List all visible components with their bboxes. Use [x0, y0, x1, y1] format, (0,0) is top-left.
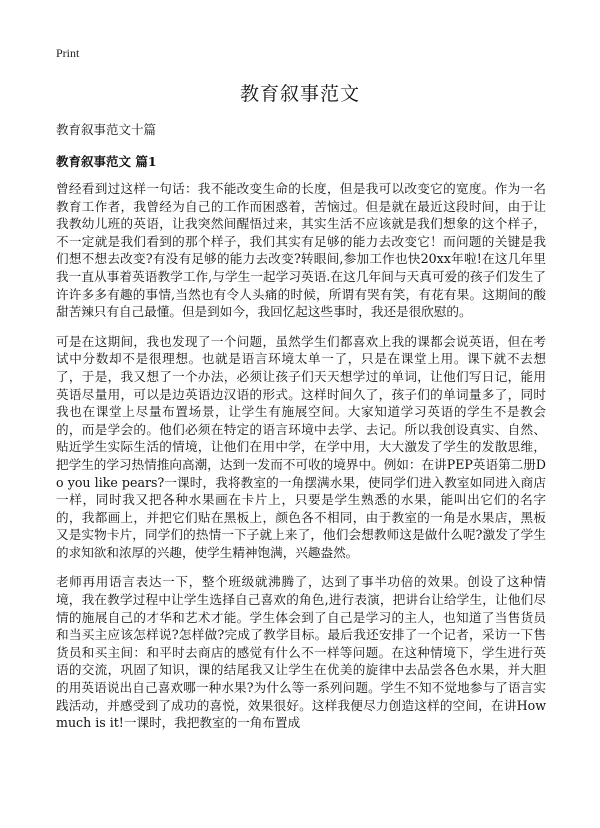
article-body: [56, 180, 546, 744]
document-subtitle: 教育叙事范文十篇: [56, 122, 157, 137]
print-link[interactable]: Print: [56, 46, 80, 60]
paragraph-2: 可是在这期间，我也发现了一个问题，虽然学生们都喜欢上我的课都会说英语，但在考试中分数却不是很理想。也就是语言环境太单一了，只是在课堂上用。课下就不去想了，于是，我又想了一个办法，必须让孩子们天天想学过的单词，让他们写日记，能用英语尽量用，可以是边英语边汉语的形式。这样时间久了，孩子们的单词量多了，同时我也在课堂上尽量布置场景，让学生有施展空间。大家知道学习英语的学生不是教会的，而是学会的。他们必须在特定的语言环境中去学、去记。所以我创设真实、自然、贴近学生实际生活的情境，让他们在用中学，在学中用，大大激发了学生的发散思维，把学生的学习热情推向高潮，达到一发而不可收的境界中。例如：在讲PEP英语第二册Do you like pears?一课时，我将教室的一角摆满水果，使同学们进入教室如同进入商店一样，同时我又把各种水果画在卡片上，只要是学生熟悉的水果，能叫出它们的名字的，我都画上，并把它们贴在黑板上，颜色各不相同，由于教室的一角是水果店，黑板又是实物卡片，同学们的热情一下子就上来了，他们会想教师这是做什么呢?激发了学生的求知欲和浓厚的兴趣，使学生精神饱满，兴趣盎然。: [56, 333, 546, 560]
page-title: 教育叙事范文: [239, 83, 360, 105]
section-heading: 教育叙事范文 篇1: [56, 154, 157, 169]
paragraph-1: 曾经看到过这样一句话：我不能改变生命的长度，但是我可以改变它的宽度。作为一名教育工作者，我曾经为自己的工作而困惑着，苦恼过。但是就在最近这段时间，由于让我教幼儿班的英语，让我突然间醒悟过来，其实生活不应该就是我们想象的这个样子，不一定就是我们看到的那个样子，我们其实有足够的能力去改变它！而问题的关键是我们想不想去改变?有没有足够的能力去改变?转眼间,参加工作也快20xx年啦!在这几年里我一直从事着英语教学工作,与学生一起学习英语.在这几年间与天真可爱的孩子们发生了许许多多有趣的事情,当然也有令人头痛的时候，所谓有哭有笑，有花有果。这期间的酸甜苦辣只有自己最懂。但是到如今，我回忆起这些事时，我还是很欣慰的。: [56, 181, 546, 320]
paragraph-3: 老师再用语言表达一下，整个班级就沸腾了，达到了事半功倍的效果。创设了这种情境，我在教学过程中让学生选择自己喜欢的角色,进行表演，把讲台让给学生，让他们尽情的施展自己的才华和艺术才能。学生体会到了自己是学习的主人，也知道了当售货员和当买主应该怎样说?怎样做?完成了教学目标。最后我还安排了一个记者，采访一下售货员和买主间：和平时去商店的感觉有什么不一样等问题。在这种情境下，学生进行英语的交流，巩固了知识，课的结尾我又让学生在优美的旋律中去品尝各色水果，并大胆的用英语说出自己喜欢哪一种水果?为什么等一系列问题。学生不知不觉地参与了语言实践活动，并感受到了成功的喜悦，效果很好。这样我便尽力创造这样的空间，在讲How much is it!一课时，我把教室的一角布置成: [56, 574, 546, 731]
